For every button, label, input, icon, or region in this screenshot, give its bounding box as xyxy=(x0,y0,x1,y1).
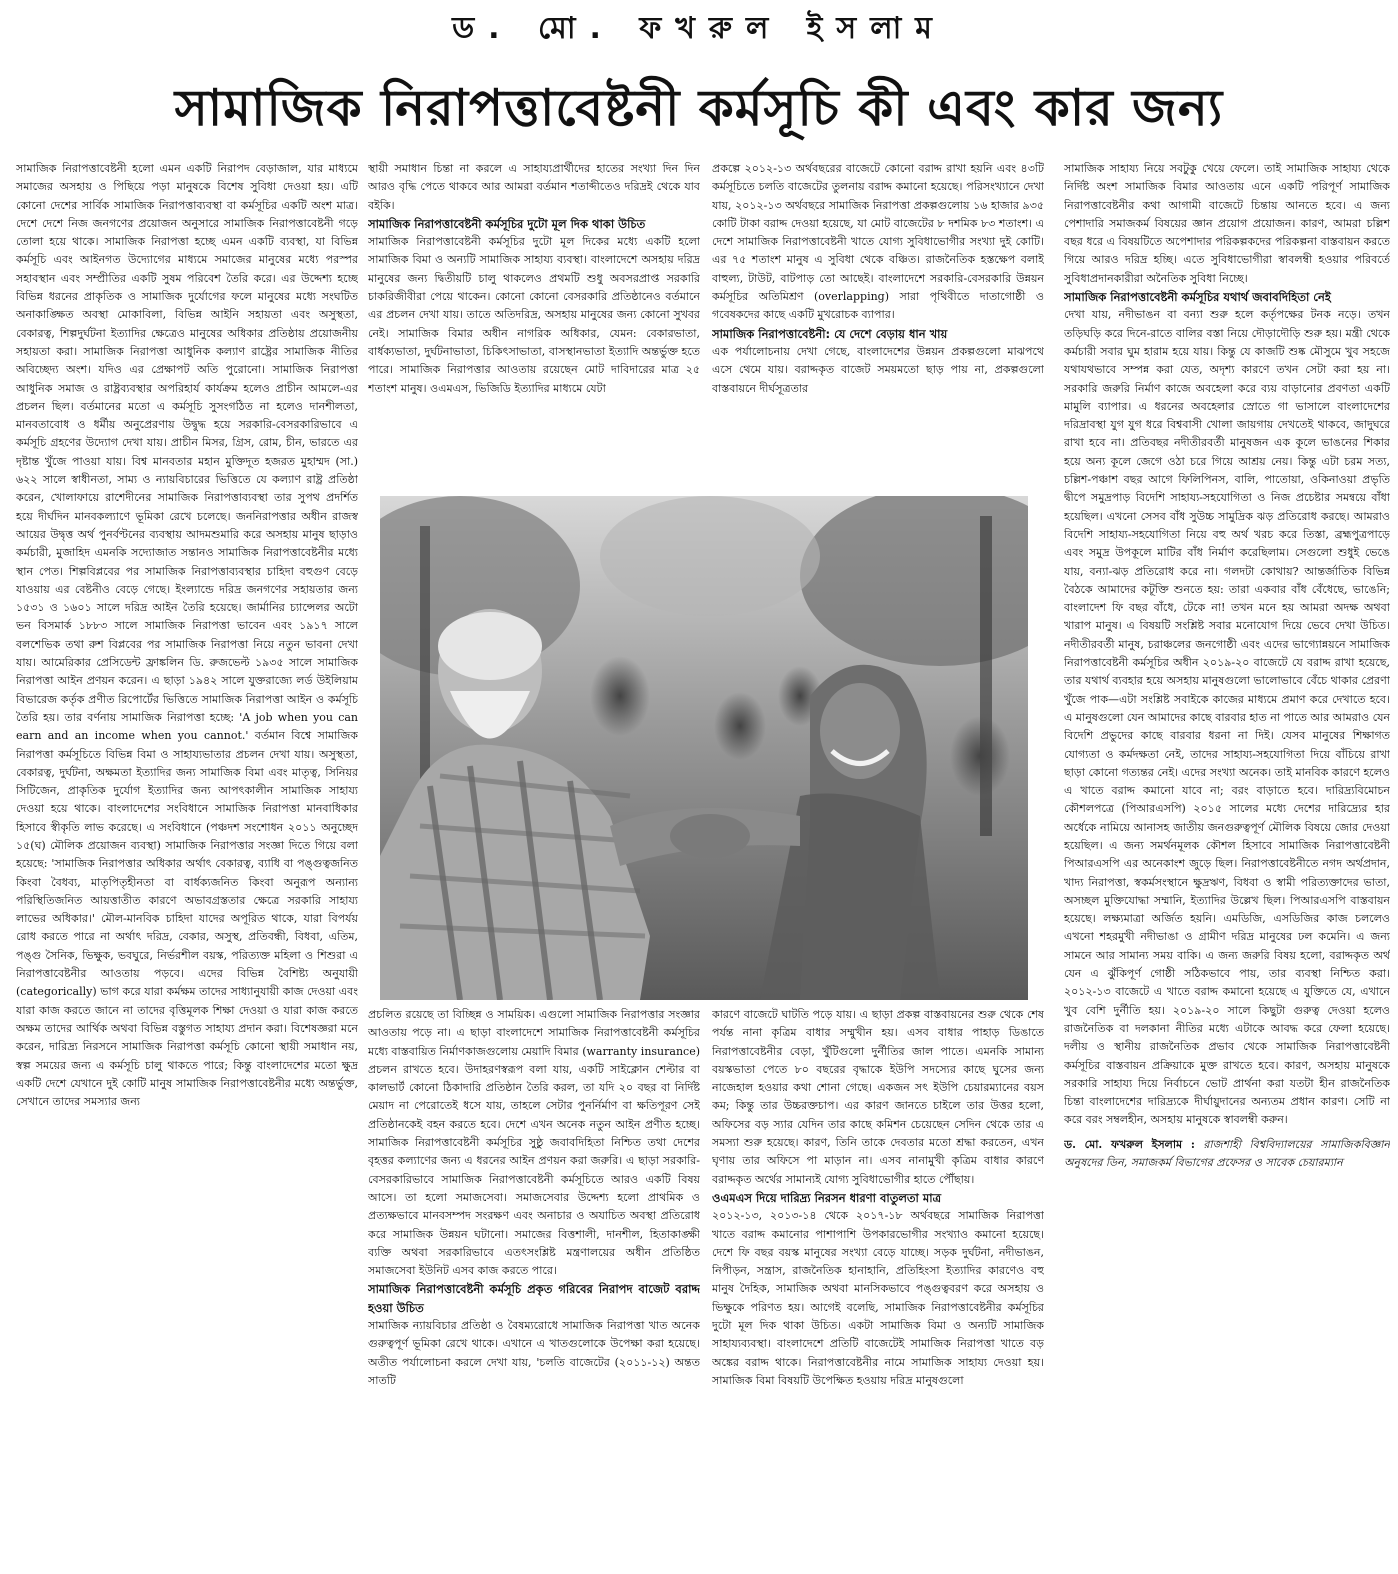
column-1 xyxy=(16,160,358,1570)
column-3-top xyxy=(712,160,1044,494)
column-4-text: সামাজিক সাহায্য নিয়ে সবটুকু খেয়ে ফেলে। তাই সামাজিক সাহায্য থেকে নির্দিষ্ট অংশ সামাজিক বিমার আওতায় এনে একটি পরিপূর্ণ সামাজিক নিরাপত্তাবেষ্টনীর কথা আগামী বাজেটে চিন্তায় আনতে হবে। এ জন্য পেশাদারি সমাজকর্ম বিষয়ের জ্ঞান প্রয়োগ প্রয়োজন। কারণ, আমরা চল্লিশ বছর ধরে এ বিষয়টিতে অপেশাদার পরিকল্পকদের পরিকল্পনা বাস্তবায়ন করতে গিয়ে আরও দরিদ্র হচ্ছি। এতে সুবিধাভোগীরা স্বাবলম্বী হওয়ার পরিবর্তে সুবিধাপ্রদানকারীরা অনৈতিক সুবিধা নিচ্ছে। xyxy=(1064,162,1390,285)
author-signature xyxy=(1064,1136,1390,1173)
column-3-top-text: প্রকল্পে ২০১২-১৩ অর্থবছরের বাজেটে কোনো বরাদ্দ রাখা হয়নি এবং ৪৩টি কর্মসূচিতে চলতি বাজেটের তুলনায় বরাদ্দ কমানো হয়েছে। পরিসংখ্যানে দেখা যায়, ২০১২-১৩ অর্থবছরে সামাজিক নিরাপত্তা প্রকল্পগুলোয় ১৬ হাজার ৯৩৫ কোটি টাকা বরাদ্দ দেওয়া হয়েছে, যা মোট বাজেটের ৮ দশমিক ৮৩ শতাংশ। এ দেশে সামাজিক নিরাপত্তাবেষ্টনী খাতে যোগ্য সুবিধাভোগীর সংখ্যা দুই কোটি। এর ৭৫ শতাংশ মানুষ এ সুবিধা থেকে বঞ্চিত। রাজনৈতিক হস্তক্ষেপ বলাই বাহুল্য, টাউট, বাটপাড় তো আছেই। বাংলাদেশে সরকারি-বেসরকারি উন্নয়ন কর্মসূচির অতিমিশ্রণ (overlapping) সারা পৃথিবীতে দাতাগোষ্ঠী ও গবেষকদের কাছে একটি মুখরোচক ব্যাপার। xyxy=(712,162,1044,322)
column-2-bottom-heading: সামাজিক নিরাপত্তাবেষ্টনী কর্মসূচি প্রকৃত গরিবের নিরাপদ বাজেট বরাদ্দ হওয়া উচিত xyxy=(368,1282,700,1315)
column-4-text-b: দেখা যায়, নদীভাঙন বা বন্যা শুরু হলে কর্তৃপক্ষের টনক নড়ে। তখন তড়িঘড়ি করে দিনে-রাতে বালির বস্তা নিয়ে দৌড়াদৌড়ি শুরু হয়। মন্ত্রী থেকে কর্মচারী সবার ঘুম হারাম হয়ে যায়। কিন্তু যে কাজটি শুষ্ক মৌসুমে খুব সহজে যথাযথভাবে সম্পন্ন করা যেত, অদৃশ্য কারণে তখন সেটা করা হয় না। সরকারি জরুরি নির্মাণ কাজে অবহেলা করে ব্যয় বাড়ানোর প্রবণতা একটি মামুলি ব্যাপার। এ ধরনের অবহেলার স্রোতে গা ভাসালে বাংলাদেশের দরিদ্রাবস্থা যুগ যুগ ধরে বিশ্ববাসী খোলা জায়গায় দেখতেই থাকবে, জাদুঘরে রাখা হবে না। প্রতিবছর নদীতীরবর্তী মানুষজন এক কূলে ভাঙনের শিকার হয়ে অন্য কূলে জেগে ওঠা চরে গিয়ে আশ্রয় নেয়। কিন্তু এটা চরম সত্য, চল্লিশ-পঞ্চাশ বছর আগে ফিলিপিনস, বালি, পাতোয়া, ওকিনাওয়া প্রভৃতি দ্বীপে সমুদ্রপাড় বিদেশি সাহায্য-সহযোগিতা ও নিজ প্রচেষ্টার সমন্বয়ে বাঁধা হয়েছিল। এখনো সেসব বাঁধ সুউচ্চ সামুদ্রিক ঝড় প্রতিরোধ করছে। আমরাও বিদেশি সাহায্য-সহযোগিতা নিয়ে বহু অর্থ খরচ করে তিস্তা, ব্রহ্মপুত্রপাড়ে এবং সমুদ্র উপকূলে মাটির বাঁধ নির্মাণ করেছিলাম। সেগুলো শুধুই ভেঙে যায়, বন্যা-ঝড় প্রতিরোধ করে না। গলদটা কোথায়? আন্তর্জাতিক বিভিন্ন বৈঠকে আমাদের কটূক্তি শুনতে হয়: তারা একবার বাঁধ বেঁধেছে, ভাঙেনি; বাংলাদেশ ফি বছর বাঁধে, টেকে না! তখন মনে হয় আমরা অদক্ষ অথবা খারাপ মানুষ। এ বিষয়টি সংশ্লিষ্ট সবার মনোযোগ দিয়ে ভেবে দেখা উচিত। নদীতীরবর্তী মানুষ, চরাঞ্চলের জনগোষ্ঠী এবং এদের ভাগ্যোন্নয়নে সামাজিক নিরাপত্তাবেষ্টনী কর্মসূচির অধীন ২০১৯-২০ বাজেটে যে বরাদ্দ রাখা হয়েছে, তার যথার্থ ব্যবহার হয়ে অসহায় মানুষগুলো ভালোভাবে বেঁচে থাকার প্রেরণা খুঁজে পাক—এটা সংশ্লিষ্ট সবাইকে কাজের মাধ্যমে প্রমাণ করে দেখাতে হবে। এ মানুষগুলো যেন আমাদের কাছে বারবার হাত না পাতে আর আমরাও যেন বিদেশি প্রভুদের কাছে বারবার ধরনা না দিই। যেসব মানুষের শিক্ষাগত যোগ্যতা ও কর্মদক্ষতা নেই, তাদের সাহায্য-সহযোগিতা দিয়ে বাঁচিয়ে রাখা ছাড়া কোনো গত্যন্তর নেই। এদের সংখ্যা অনেক। তাই মানবিক কারণে হলেও এ খাতে বরাদ্দ কমানো যাবে না; বরং বাড়াতে হবে। দারিদ্র্যবিমোচন কৌশলপত্রে (পিআরএসপি) ২০১৫ সালের মধ্যে দেশের দারিদ্র্যের হার অর্ধেকে নামিয়ে আনাসহ জাতীয় জনগুরুত্বপূর্ণ মৌলিক বিষয়ে জোর দেওয়া হয়েছিল। এ জন্য সমর্থনমূলক কৌশল হিসাবে সামাজিক নিরাপত্তাবেষ্টনী পিআরএসপি এর অনেকাংশ জুড়ে ছিল। নিরাপত্তাবেষ্টনীতে নগদ অর্থপ্রদান, খাদ্য নিরাপত্তা, স্বকর্মসংস্থানে ক্ষুদ্রঋণ, বিধবা ও স্বামী পরিত্যক্তাদের ভাতা, অসচ্ছল মুক্তিযোদ্ধা সম্মানি, ইত্যাদির উল্লেখ ছিল। পিআরএসপি বাস্তবায়ন হয়েছে। লক্ষ্যমাত্রা অর্জিত হয়নি। এমডিজি, এসডিজির কাজ চললেও এখনো শহরমুখী নদীভাঙা ও গ্রামীণ দরিদ্র মানুষের ঢল কমেনি। এ জন্য সামনে আর সামান্য সময় বাকি। এ জন্য জরুরি বিষয় হলো, বরাদ্দকৃত অর্থ যেন এ ঝুঁকিপূর্ণ গোষ্ঠী সঠিকভাবে পায়, তার ব্যবস্থা নিশ্চিত করা। ২০১২-১৩ বাজেটে এ খাতে বরাদ্দ কমানো হয়েছে এ যুক্তিতে যে, এখানে খুব বেশি দুর্নীতি হয়। ২০১৯-২০ সালে কিছুটা গুরুত্ব দেওয়া হলেও রাজনৈতিক বা দলকানা নীতির মধ্যে এটাকে আবদ্ধ করে ফেলা হয়েছে। দলীয় ও স্থানীয় রাজনৈতিক প্রভাব থেকে সামাজিক নিরাপত্তাবেষ্টনী কর্মসূচির বাস্তবায়ন প্রক্রিয়াকে মুক্ত রাখতে হবে। কারণ, অসহায় মানুষকে সরকারি সাহায্য দিয়ে নির্বাচনে ভোট প্রার্থনা করা যতটা হীন রাজনৈতিক চিন্তা বাংলাদেশের দারিদ্র্যকে দীর্ঘায়ুদানের অন্যতম প্রধান কারণ। সেটি না করে বরং সম্বলহীন, অসহায় মানুষকে স্বাবলম্বী করুন। xyxy=(1064,308,1390,1127)
headline: সামাজিক নিরাপত্তাবেষ্টনী কর্মসূচি কী এবং কার জন্য xyxy=(174,79,1224,137)
photo-illustration xyxy=(380,496,1028,1000)
byline: ড. মো. ফখরুল ইসলাম xyxy=(452,11,946,46)
column-3-bottom xyxy=(712,1006,1044,1570)
author-name: ড. মো. ফখরুল ইসলাম : xyxy=(1064,1137,1195,1151)
column-2-top-heading: সামাজিক নিরাপত্তাবেষ্টনী কর্মসূচির দুটো মূল দিক থাকা উচিত xyxy=(368,216,646,231)
column-2-bottom xyxy=(368,1006,700,1570)
column-1-text: সামাজিক নিরাপত্তাবেষ্টনী হলো এমন একটি নিরাপদ বেড়াজাল, যার মাধ্যমে সমাজের অসহায় ও পিছিয়ে পড়া মানুষকে বিশেষ সুবিধা দেওয়া হয়। এটি কোনো দেশের সার্বিক সামাজিক নিরাপত্তাব্যবস্থা বা কর্মসূচির একটি অংশ মাত্র। দেশে দেশে নিজ জনগণের প্রয়োজন অনুসারে সামাজিক নিরাপত্তাবেষ্টনী গড়ে তোলা হয়ে থাকে। সামাজিক নিরাপত্তা হচ্ছে এমন একটি ব্যবস্থা, যা বিভিন্ন কর্মসূচি এবং আইনগত উদ্যোগের মাধ্যমে সমাজের মানুষের মধ্যে পরস্পর সহাবস্থান এবং সম্প্রীতির একটি সুষম পরিবেশ তৈরি করে। এর উদ্দেশ্য হচ্ছে বিভিন্ন ধরনের প্রাকৃতিক ও সামাজিক দুর্যোগের ফলে মানুষের মধ্যে সংঘটিত অনাকাঙ্ক্ষিত অবস্থা মোকাবিলা, বিভিন্ন আইনি সহায়তা এবং অসুস্থতা, বেকারত্ব, শিল্পদুর্ঘটনা ইত্যাদির ক্ষেত্রেও মানুষের অধিকার প্রতিষ্ঠায় প্রয়োজনীয় সহায়তা করা। সামাজিক নিরাপত্তা আধুনিক কল্যাণ রাষ্ট্রের সামাজিক নীতির অবিচ্ছেদ্য অংশ। যদিও এর প্রেক্ষাপট অতি পুরোনো। সামাজিক নিরাপত্তা আধুনিক সমাজ ও রাষ্ট্রব্যবস্থার অপরিহার্য কার্যক্রম হলেও প্রাচীন আমলে-এর প্রচলন ছিল। বর্তমানের মতো এ কর্মসূচি সুসংগঠিত না হলেও দানশীলতা, মানবতাবোধ ও ধর্মীয় অনুপ্রেরণায় উদ্বুদ্ধ হয়ে সরকারি-বেসরকারিভাবে এ কর্মসূচি গ্রহণের উদ্যোগ দেখা যায়। প্রাচীন মিসর, গ্রিস, রোম, চীন, ভারতে এর দৃষ্টান্ত খুঁজে পাওয়া যায়। বিশ্ব মানবতার মহান মুক্তিদূত হজরত মুহাম্মদ (সা.) ৬২২ সালে স্বাধীনতা, সাম্য ও ন্যায়বিচারের ভিত্তিতে যে কল্যাণ রাষ্ট্র প্রতিষ্ঠা করেন, খোলাফায়ে রাশেদীনের সামাজিক নিরাপত্তাব্যবস্থা তার সুপথ প্রদর্শিত হয়ে দীর্ঘদিন মানবকল্যাণে ভূমিকা রেখে চলেছে। জননিরাপত্তার অধীন রাজস্ব আয়ের উদ্বৃত্ত অর্থ পুনর্বণ্টনের ব্যবস্থায় আদমশুমারি করে অসহায় মানুষ ছাড়াও কর্মচারী, মুজাহিদ এমনকি সদ্যোজাত সন্তানও সামাজিক নিরাপত্তাবেষ্টনীর মধ্যে স্থান পেত। শিল্পবিপ্লবের পর সামাজিক নিরাপত্তাব্যবস্থার চাহিদা বহুগুণ বেড়ে যাওয়ায় এর বেষ্টনীও বেড়ে গেছে। ইংল্যান্ডে দরিদ্র জনগণের সহায়তার জন্য ১৫৩১ ও ১৬০১ সালে দরিদ্র আইন তৈরি হয়েছে। জার্মানির চ্যান্সেলর অটো ভন বিসমার্ক ১৮৮৩ সালে সামাজিক নিরাপত্তা ভাবেন এবং ১৯১৭ সালে বলশেভিক তথা রুশ বিপ্লবের পর সামাজিক নিরাপত্তা নিয়ে নতুন ভাবনা দেখা যায়। আমেরিকার প্রেসিডেন্ট ফ্রাঙ্কলিন ডি. রুজভেল্ট ১৯৩৫ সালে সামাজিক নিরাপত্তা আইন প্রণয়ন করেন। এ ছাড়া ১৯৪২ সালে যুক্তরাজ্যে লর্ড উইলিয়াম বিভারেজ কর্তৃক প্রণীত রিপোর্টের ভিত্তিতে সামাজিক নিরাপত্তা আইন ও কর্মসূচি তৈরি হয়। তার বর্ণনায় সামাজিক নিরাপত্তা হচ্ছে: 'A job when you can earn and an income when you cannot.' বর্তমান বিশ্বে সামাজিক নিরাপত্তা কর্মসূচিতে বিভিন্ন বিমা ও সাহায্যভাতার প্রচলন দেখা যায়। অসুস্থতা, বেকারত্ব, দুর্ঘটনা, অক্ষমতা ইত্যাদির জন্য সামাজিক বিমা এবং মাতৃত্ব, সিনিয়র সিটিজেন, প্রাকৃতিক দুর্যোগ ইত্যাদির জন্য আপৎকালীন সামাজিক সাহায্য দেওয়া হয়ে থাকে। বাংলাদেশের সংবিধানে সামাজিক নিরাপত্তা মানবাধিকার হিসাবে স্বীকৃতি লাভ করেছে। এ সংবিধানে (পঞ্চদশ সংশোধন ২০১১ অনুচ্ছেদ ১৫(ঘ) মৌলিক প্রয়োজন ব্যবস্থা) সামাজিক নিরাপত্তার সংজ্ঞা দিতে গিয়ে বলা হয়েছে: 'সামাজিক নিরাপত্তার অধিকার অর্থাৎ বেকারত্ব, ব্যাধি বা পঙ্গুত্বজনিত কিংবা বৈধব্য, মাতৃপিতৃহীনতা বা বার্ধক্যজনিত কিংবা অনুরূপ অন্যান্য পরিস্থিতিজনিত আয়ত্তাতীত কারণে অভাবগ্রস্ততার ক্ষেত্রে সরকারি সাহায্য লাভের অধিকার।' মৌল-মানবিক চাহিদা যাদের অপূরিত থাকে, যারা বিপর্যয় রোধ করতে পারে না অর্থাৎ দরিদ্র, বেকার, অসুস্থ, প্রতিবন্ধী, বিধবা, এতিম, পঙ্গু সৈনিক, ভিক্ষুক, ভবঘুরে, নির্ভরশীল বয়স্ক, পরিত্যক্ত মহিলা ও শিশুরা এ নিরাপত্তাবেষ্টনীর আওতায় পড়বে। এদের বিভিন্ন বৈশিষ্ট্য অনুযায়ী (categorically) ভাগ করে যারা কর্মক্ষম তাদের সাধ্যানুযায়ী কাজ দেওয়া এবং যারা কাজ করতে জানে না তাদের বৃত্তিমূলক শিক্ষা দেওয়া ও যারা কাজ করতে অক্ষম তাদের আর্থিক অথবা বিভিন্ন বস্তুগত সাহায্য প্রদান করা। বিশেষজ্ঞরা মনে করেন, দারিদ্র্য নিরসনে সামাজিক নিরাপত্তা কর্মসূচি কোনো স্থায়ী সমাধান নয়, স্বল্প সময়ের জন্য এ কর্মসূচি চালু থাকতে পারে; কিন্তু বাংলাদেশের মতো ক্ষুদ্র একটি দেশে যেখানে দুই কোটি মানুষ সামাজিক নিরাপত্তাবেষ্টনীর মধ্যে অন্তর্ভুক্ত, সেখানে তাদের সমস্যার জন্য xyxy=(16,162,358,1109)
column-3-bottom-heading: ওএমএস দিয়ে দারিদ্র্য নিরসন ধারণা বাতুলতা মাত্র xyxy=(712,1190,942,1205)
column-4 xyxy=(1064,160,1390,1570)
column-2-bottom-text: প্রচলিত রয়েছে তা বিচ্ছিন্ন ও সাময়িক। এগুলো সামাজিক নিরাপত্তার সংজ্ঞার আওতায় পড়ে না। এ ছাড়া বাংলাদেশে সামাজিক নিরাপত্তাবেষ্টনী কর্মসূচির মধ্যে বাস্তবায়িত নির্মাণকাজগুলোয় মেয়াদি বিমার (warranty insurance) প্রচলন রাখতে হবে। উদাহরণস্বরূপ বলা যায়, একটি সাইক্লোন শেল্টার বা কালভার্ট কোনো ঠিকাদারি প্রতিষ্ঠান তৈরি করল, তা যদি ২০ বছর বা নির্দিষ্ট মেয়াদ না পেরোতেই ধসে যায়, তাহলে সেটার পুনর্নির্মাণ বা ক্ষতিপূরণ সেই প্রতিষ্ঠানকেই বহন করতে হবে। দেশে এখন অনেক নতুন আইন প্রণীত হচ্ছে। সামাজিক নিরাপত্তাবেষ্টনী কর্মসূচির সুষ্ঠু জবাবদিহিতা নিশ্চিত তথা দেশের বৃহত্তর কল্যাণের জন্য এ ধরনের আইন প্রণয়ন করা জরুরি। এ ছাড়া সরকারি-বেসরকারিভাবে সামাজিক নিরাপত্তাবেষ্টনী কর্মসূচিতে আরও একটি বিষয় আসে। তা হলো সমাজসেবা। সমাজসেবার উদ্দেশ্য হলো প্রাথমিক ও প্রত্যক্ষভাবে মানবসম্পদ সংরক্ষণ এবং অনাচার ও অযাচিত অবস্থা প্রতিরোধ করে সামাজিক উন্নয়ন ঘটানো। সমাজের বিত্তশালী, দানশীল, হিতাকাঙ্ক্ষী ব্যক্তি অথবা সরকারিভাবে এতৎসংশ্লিষ্ট মন্ত্রণালয়ের অধীন প্রতিষ্ঠিত সমাজসেবা ইউনিট এসব কাজ করতে পারে। xyxy=(368,1008,700,1278)
author-role: রাজশাহী বিশ্ববিদ্যালয়ের সামাজিকবিজ্ঞান অনুষদের ডিন, সমাজকর্ম বিভাগের প্রফেসর ও সাবেক চেয়ারম্যান xyxy=(1064,1137,1390,1170)
column-2-top-text: স্থায়ী সমাধান চিন্তা না করলে এ সাহায্যপ্রার্থীদের হাতের সংখ্যা দিন দিন আরও বৃদ্ধি পেতে থাকবে আর আমরা বর্তমান শতাব্দীতেও দরিদ্রই থেকে যাব বইকি। xyxy=(368,162,700,212)
column-2-top-text-b: সামাজিক নিরাপত্তাবেষ্টনী কর্মসূচির দুটো মূল দিকের মধ্যে একটি হলো সামাজিক বিমা ও অন্যটি সামাজিক সাহায্য ব্যবস্থা। বাংলাদেশে অসহায় দরিদ্র মানুষের জন্য দ্বিতীয়টি চালু থাকলেও প্রথমটি শুধু অবসরপ্রাপ্ত সরকারি চাকরিজীবীরা পেয়ে থাকেন। কোনো কোনো বেসরকারি প্রতিষ্ঠানেও বর্তমানে এর প্রচলন দেখা যায়। তাতে অতিদরিদ্র, অসহায় মানুষের জন্য কোনো সুখবর নেই। সামাজিক বিমার অধীন নাগরিক অধিকার, যেমন: বেকারভাতা, বার্ধক্যভাতা, দুর্ঘটনাভাতা, চিকিৎসাভাতা, বাসস্থানভাতা ইত্যাদি অন্তর্ভুক্ত হতে পারে। সামাজিক নিরাপত্তার আওতায় রয়েছেন মোট দাবিদারের মাত্র ২৫ শতাংশ মানুষ। ওএমএস, ভিজিডি ইত্যাদির মাধ্যমে যেটা xyxy=(368,235,700,395)
column-3-bottom-text-b: ২০১২-১৩, ২০১৩-১৪ থেকে ২০১৭-১৮ অর্থবছরে সামাজিক নিরাপত্তা খাতে বরাদ্দ কমানোর পাশাপাশি উপকারভোগীর সংখ্যাও কমানো হয়েছে। দেশে ফি বছর বয়স্ক মানুষের সংখ্যা বেড়ে যাচ্ছে। সড়ক দুর্ঘটনা, নদীভাঙন, নিপীড়ন, সন্ত্রাস, রাজনৈতিক হানাহানি, প্রতিহিংসা ইত্যাদির কারণেও বহু মানুষ দৈহিক, সামাজিক অথবা মানসিকভাবে পঙ্গুত্ববরণ করে অসহায় ও ভিক্ষুকে পরিণত হয়। আগেই বলেছি, সামাজিক নিরাপত্তাবেষ্টনীর কর্মসূচির দুটো মূল দিক থাকা উচিত। একটা সামাজিক বিমা ও অন্যটি সামাজিক সাহায্যব্যবস্থা। বাংলাদেশে প্রতিটি বাজেটেই সামাজিক নিরাপত্তা খাতে বড় অঙ্কের বরাদ্দ থাকে। নিরাপত্তাবেষ্টনীর নামে সামাজিক সাহায্য দেওয়া হয়। সামাজিক বিমা বিষয়টি উপেক্ষিত হওয়ায় দরিদ্র মানুষগুলো xyxy=(712,1209,1044,1387)
column-3-top-heading: সামাজিক নিরাপত্তাবেষ্টনী: যে দেশে বেড়ায় ধান খায় xyxy=(712,326,948,341)
article-photo xyxy=(380,496,1028,1000)
column-4-heading: সামাজিক নিরাপত্তাবেষ্টনী কর্মসূচির যথার্থ জবাবদিহিতা নেই xyxy=(1064,290,1331,305)
column-3-bottom-text: কারণে বাজেটে ঘাটতি পড়ে যায়। এ ছাড়া প্রকল্প বাস্তবায়নের শুরু থেকে শেষ পর্যন্ত নানা কৃত্রিম বাধার সম্মুখীন হয়। এসব বাধার পাহাড় ডিঙাতে নিরাপত্তাবেষ্টনীর বেড়া, খুঁটিগুলো দুর্নীতির জাল পাতে। এমনকি সামান্য বয়স্কভাতা পেতে ৮০ বছরের বৃদ্ধাকে ইউপি সদস্যের কাছে ঘুসের জন্য নাজেহাল হওয়ার কথা শোনা গেছে। একজন সৎ ইউপি চেয়ারম্যানের বয়স কম; কিন্তু তার উচ্চরক্তচাপ। এর কারণ জানতে চাইলে তার উত্তর হলো, অফিসের বড় স্যার যেদিন তার কাছে কমিশন চেয়েছেন সেদিন থেকে তার এ সমস্যা শুরু হয়েছে। কারণ, তিনি তাকে দেবতার মতো শ্রদ্ধা করতেন, এখন ঘৃণায় তার অফিসে পা মাড়ান না। এসব নানামুখী কৃত্রিম বাধার কারণে বরাদ্দকৃত অর্থের সামান্যই যোগ্য সুবিধাভোগীর হাতে পৌঁছায়। xyxy=(712,1008,1044,1186)
column-3-top-text-b: এক পর্যালোচনায় দেখা গেছে, বাংলাদেশের উন্নয়ন প্রকল্পগুলো মাঝপথে এসে থেমে যায়। বরাদ্দকৃত বাজেট সময়মতো ছাড় পায় না, প্রকল্পগুলো বাস্তবায়নে দীর্ঘসূত্রতার xyxy=(712,344,1044,395)
column-2-top xyxy=(368,160,700,494)
column-2-bottom-text-b: সামাজিক ন্যায়বিচার প্রতিষ্ঠা ও বৈষম্যরোধে সামাজিক নিরাপত্তা খাত অনেক গুরুত্বপূর্ণ ভূমিকা রেখে থাকে। এখানে এ খাতগুলোকে উপেক্ষা করা হয়েছে। অতীত পর্যালোচনা করলে দেখা যায়, 'চলতি বাজেটের (২০১১-১২) অন্তত সাতটি xyxy=(368,1319,700,1387)
